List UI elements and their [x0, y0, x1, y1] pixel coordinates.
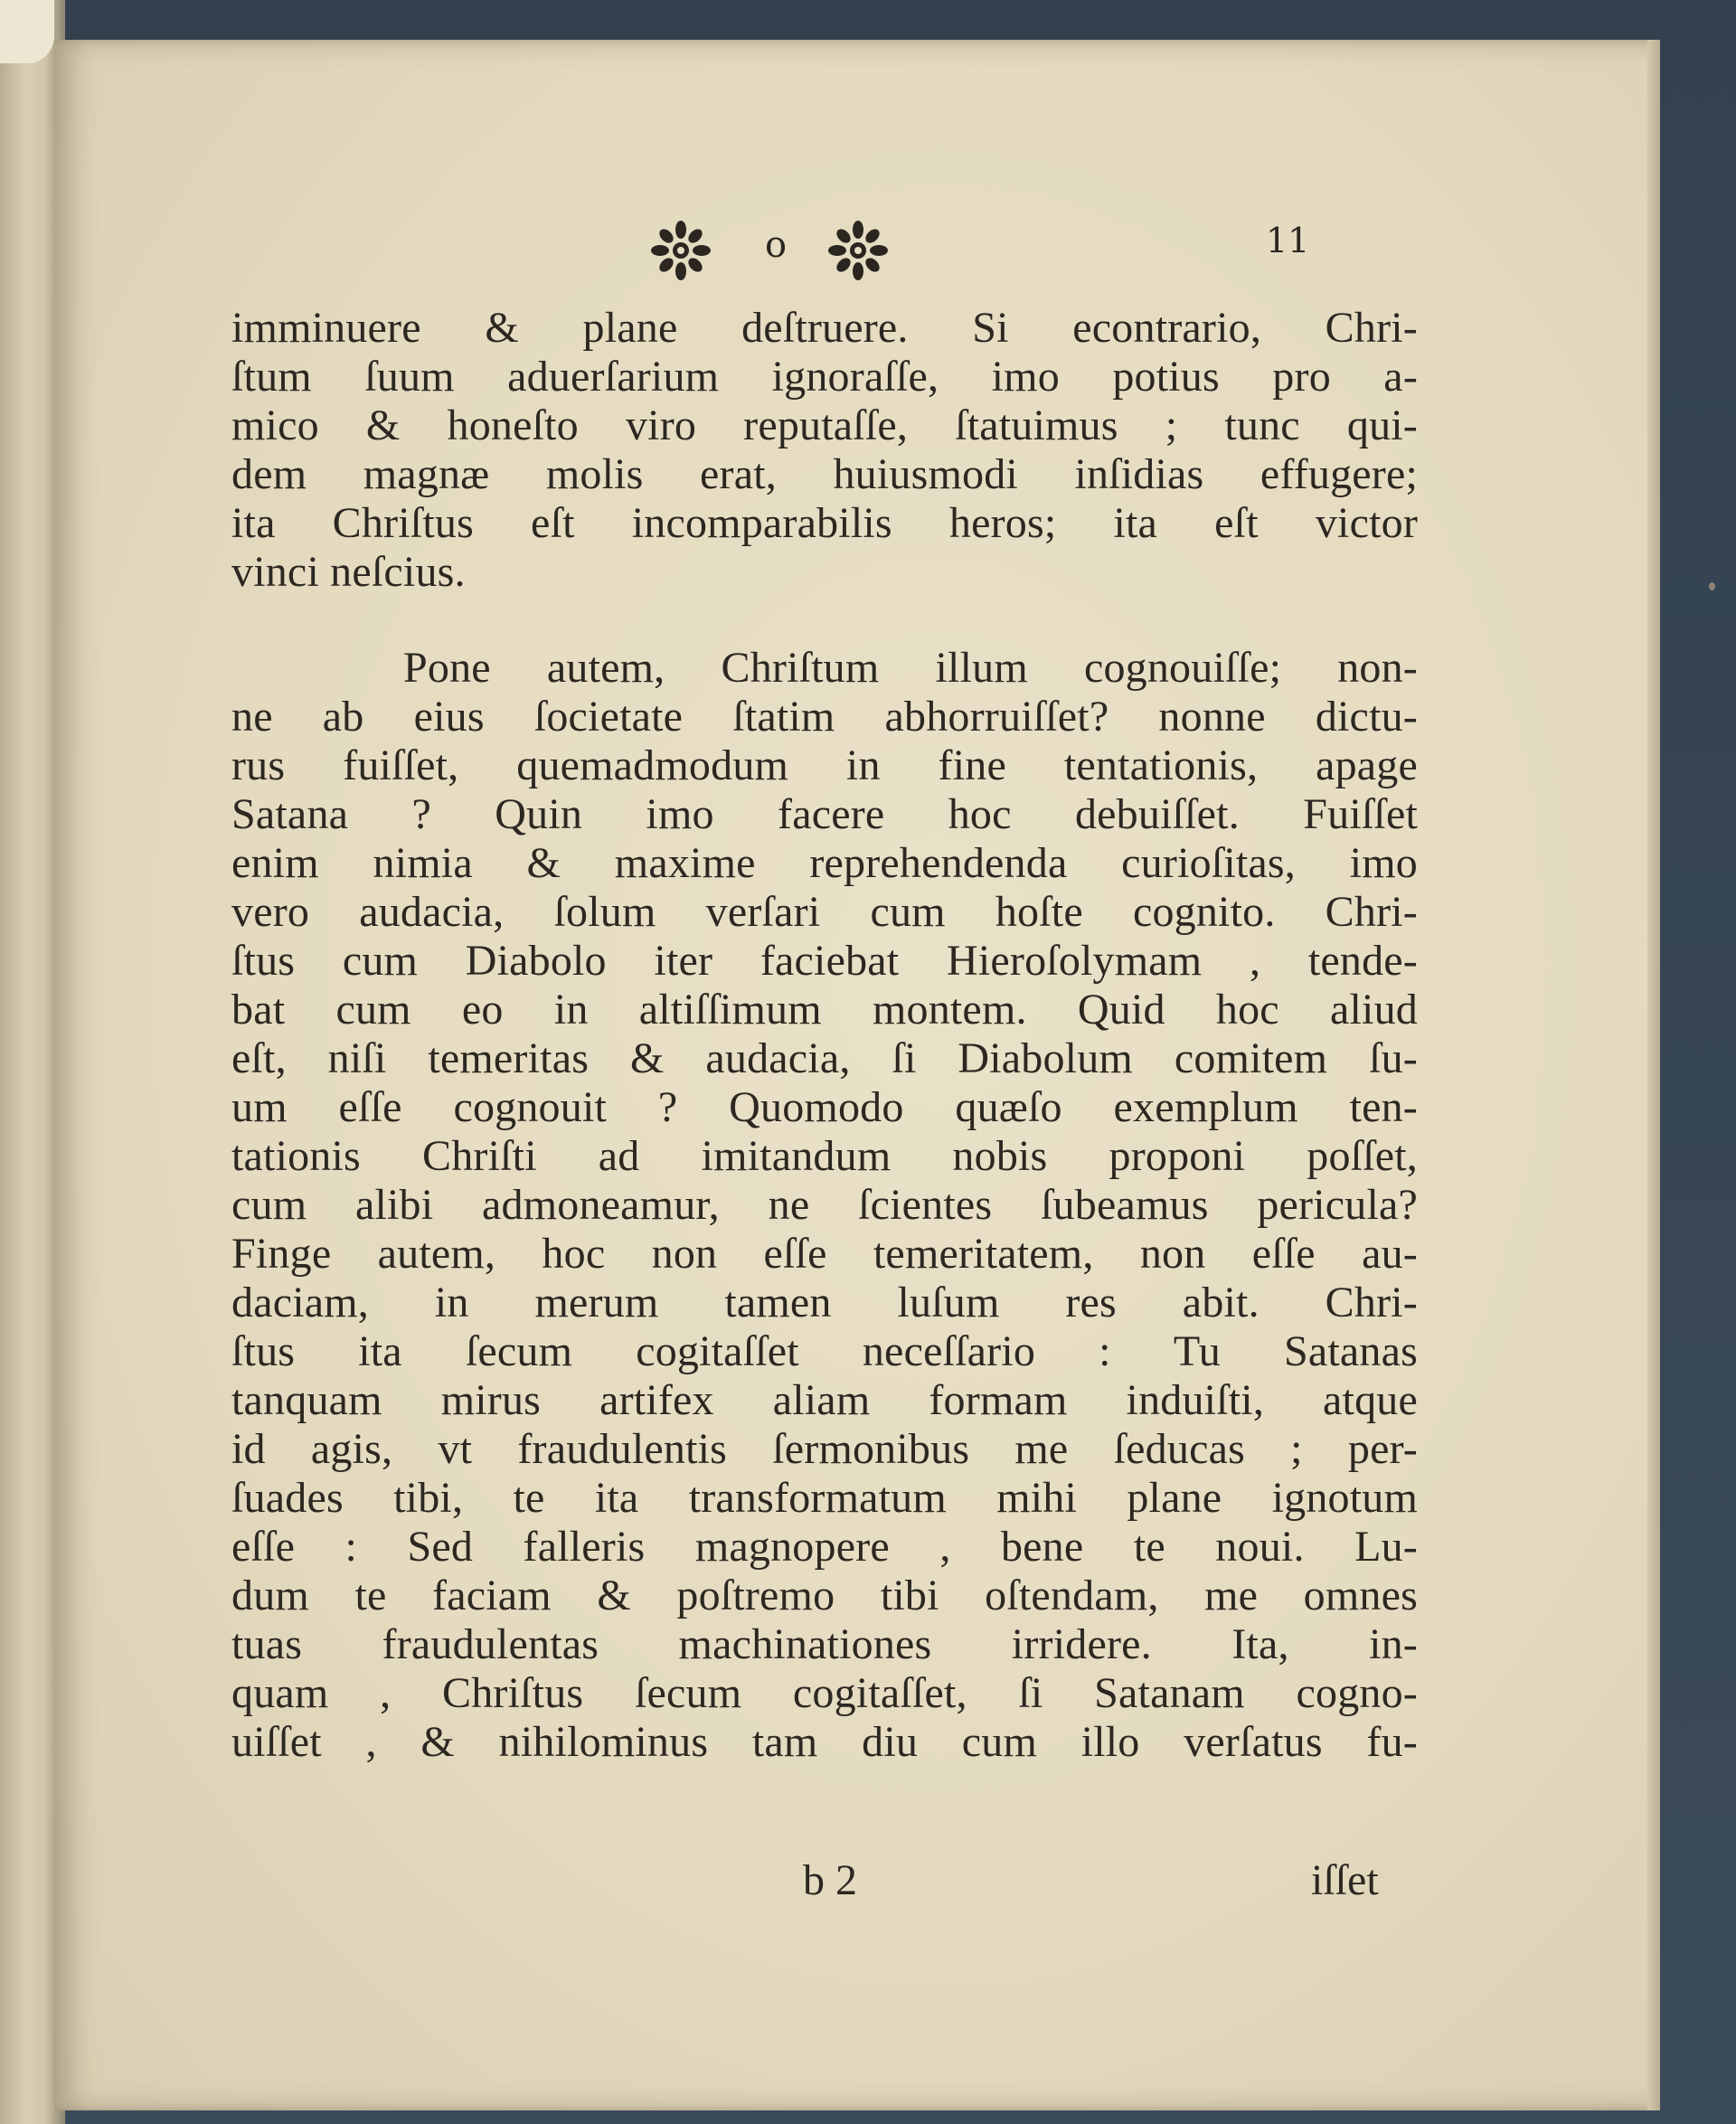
text-line: eſſe : Sed falleris magnopere , bene te noui. Lu-	[231, 1523, 1418, 1571]
text-line: tuas fraudulentas machinationes irridere. Ita, in-	[231, 1620, 1418, 1668]
text-line: cum alibi admoneamur, ne ſcientes ſubeamus pericula?	[231, 1181, 1418, 1229]
flower-ornament-icon	[828, 221, 888, 280]
text-line: quam , Chriſtus ſecum cogitaſſet, ſi Satanam cogno-	[231, 1669, 1418, 1717]
text-line: vero audacia, ſolum verſari cum hoſte cognito. Chri-	[231, 888, 1418, 936]
flower-ornament-icon	[651, 221, 711, 280]
text-line: ſtus ita ſecum cogitaſſet neceſſario : Tu Satanas	[231, 1327, 1418, 1375]
text-line: Pone autem, Chriſtum illum cognouiſſe; non-	[403, 644, 1418, 692]
text-line: ſuades tibi, te ita transformatum mihi plane ignotum	[231, 1474, 1418, 1522]
signature-mark: b 2	[803, 1856, 857, 1904]
paper-speck	[1709, 582, 1715, 590]
text-line: eſt, niſi temeritas & audacia, ſi Diabolum comitem ſu-	[231, 1034, 1418, 1082]
text-line: tanquam mirus artifex aliam formam induiſti, atque	[231, 1376, 1418, 1424]
text-line: daciam, in merum tamen luſum res abit. Chri-	[231, 1279, 1418, 1326]
body-text	[231, 304, 1418, 1767]
text-line: uiſſet , & nihilominus tam diu cum illo verſatus fu-	[231, 1718, 1418, 1766]
text-line: ita Chriſtus eſt incomparabilis heros; ita eſt victor	[231, 499, 1418, 547]
text-line: dem magnæ molis erat, huiusmodi inſidias effugere;	[231, 450, 1418, 498]
text-line: ſtus cum Diabolo iter faciebat Hieroſolymam , tende-	[231, 937, 1418, 985]
text-line: dum te faciam & poſtremo tibi oſtendam, me omnes	[231, 1572, 1418, 1619]
running-header	[54, 212, 1660, 293]
text-line: ne ab eius ſocietate ſtatim abhorruiſſet? nonne dictu-	[231, 693, 1418, 741]
header-mark: o	[765, 224, 788, 266]
text-line: um eſſe cognouit ? Quomodo quæſo exemplum ten-	[231, 1083, 1418, 1131]
paragraph-gap	[231, 597, 1418, 644]
text-line: vinci neſcius.	[231, 548, 466, 596]
text-line: bat cum eo in altiſſimum montem. Quid hoc aliud	[231, 986, 1418, 1034]
text-line: id agis, vt fraudulentis ſermonibus me ſeducas ; per-	[231, 1425, 1418, 1473]
text-line: imminuere & plane deſtruere. Si econtrario, Chri-	[231, 304, 1418, 352]
page-number: 11	[1266, 221, 1310, 260]
text-line: Finge autem, hoc non eſſe temeritatem, non eſſe au-	[231, 1230, 1418, 1278]
text-line: tationis Chriſti ad imitandum nobis proponi poſſet,	[231, 1132, 1418, 1180]
left-page-corner	[0, 0, 54, 63]
book-page	[54, 40, 1660, 2110]
text-line: rus fuiſſet, quemadmodum in fine tentationis, apage	[231, 741, 1418, 789]
page-fore-edge	[1647, 40, 1660, 2110]
catchword: iſſet	[1311, 1856, 1379, 1904]
text-line: mico & honeſto viro reputaſſe, ſtatuimus ; tunc qui-	[231, 401, 1418, 449]
text-line: Satana ? Quin imo facere hoc debuiſſet. Fuiſſet	[231, 790, 1418, 838]
text-line: enim nimia & maxime reprehendenda curioſitas, imo	[231, 839, 1418, 887]
text-line: ſtum ſuum aduerſarium ignoraſſe, imo potius pro a-	[231, 353, 1418, 401]
